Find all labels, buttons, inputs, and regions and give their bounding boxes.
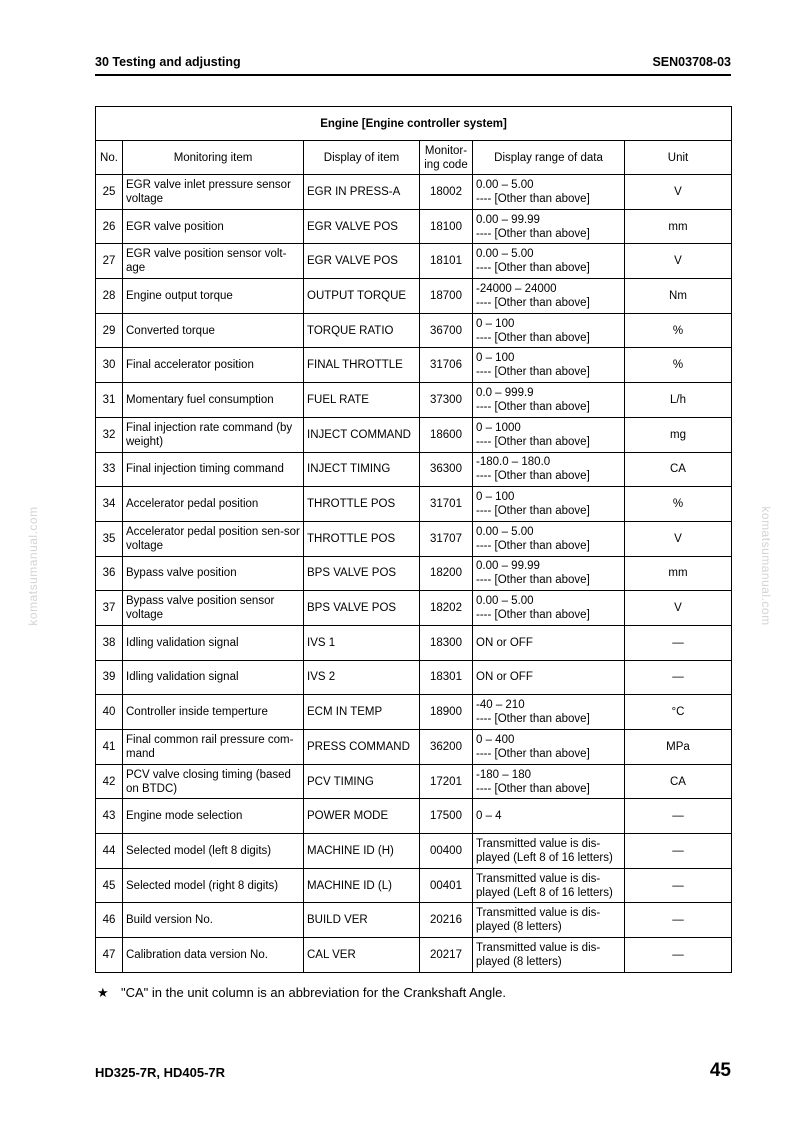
display-range [473,730,625,765]
monitoring-item: Converted torque [123,313,304,348]
monitoring-code: 00400 [420,834,473,869]
display-range-line: 0.00 – 99.99 [476,560,540,573]
display-range [473,556,625,591]
table-row [96,175,732,210]
display-range-line: -24000 – 24000 [476,282,557,295]
section-title: 30 Testing and adjusting [95,55,241,69]
table-row [96,799,732,834]
monitoring-code: 37300 [420,383,473,418]
display-range-line: ---- [Other than above] [476,400,590,413]
monitoring-item: Build version No. [123,903,304,938]
display-range [473,660,625,695]
row-number: 38 [96,625,123,660]
table-row [96,764,732,799]
display-of-item: EGR VALVE POS [304,209,420,244]
row-number: 36 [96,556,123,591]
unit: Nm [625,279,732,314]
page-header [95,52,731,76]
display-range-line: ---- [Other than above] [476,782,590,795]
display-range [473,313,625,348]
row-number: 39 [96,660,123,695]
monitoring-code: 31701 [420,487,473,522]
display-range [473,209,625,244]
column-header-code: Monitor-ing code [420,141,473,175]
table-row [96,695,732,730]
monitoring-code: 31707 [420,521,473,556]
monitoring-code: 18002 [420,175,473,210]
monitoring-item: Controller inside temperture [123,695,304,730]
display-of-item: IVS 1 [304,625,420,660]
unit: — [625,868,732,903]
monitoring-item: Idling validation signal [123,625,304,660]
row-number: 47 [96,938,123,973]
display-range-line: 0.00 – 5.00 [476,248,534,261]
display-of-item: INJECT COMMAND [304,417,420,452]
display-range [473,799,625,834]
unit: V [625,244,732,279]
monitoring-code: 17500 [420,799,473,834]
monitoring-item: Final injection rate command (by weight) [123,417,304,452]
display-of-item: INJECT TIMING [304,452,420,487]
row-number: 30 [96,348,123,383]
display-range-line: Transmitted value is dis- [476,837,601,850]
row-number: 32 [96,417,123,452]
display-of-item: EGR IN PRESS-A [304,175,420,210]
unit: — [625,903,732,938]
row-number: 43 [96,799,123,834]
monitoring-item: Accelerator pedal position [123,487,304,522]
table-row [96,417,732,452]
display-range [473,383,625,418]
table-body [96,175,732,973]
monitoring-code: 18100 [420,209,473,244]
monitoring-code: 18101 [420,244,473,279]
display-range [473,764,625,799]
table-row [96,209,732,244]
unit: — [625,660,732,695]
row-number: 26 [96,209,123,244]
display-range-line: -180.0 – 180.0 [476,456,551,469]
monitoring-item: EGR valve inlet pressure sensor voltage [123,175,304,210]
display-range-line: ---- [Other than above] [476,366,590,379]
display-of-item: FINAL THROTTLE [304,348,420,383]
table-row [96,868,732,903]
unit: — [625,938,732,973]
display-range [473,521,625,556]
star-icon: ★ [97,985,109,1000]
table-header-row [96,141,732,175]
row-number: 34 [96,487,123,522]
display-range-line: ---- [Other than above] [476,574,590,587]
unit: % [625,348,732,383]
display-of-item: CAL VER [304,938,420,973]
unit: mg [625,417,732,452]
unit: V [625,521,732,556]
unit: mm [625,209,732,244]
display-of-item: FUEL RATE [304,383,420,418]
table-row [96,244,732,279]
footnote-text: "CA" in the unit column is an abbreviation for the Crankshaft Angle. [121,985,506,1000]
unit: % [625,487,732,522]
column-header-no: No. [96,141,123,175]
display-range [473,279,625,314]
unit: — [625,834,732,869]
display-range [473,834,625,869]
watermark-right: komatsumanual.com [759,506,773,626]
column-header-item: Monitoring item [123,141,304,175]
display-range [473,487,625,522]
unit: V [625,591,732,626]
monitoring-code: 36200 [420,730,473,765]
monitoring-item: Engine output torque [123,279,304,314]
display-of-item: PRESS COMMAND [304,730,420,765]
row-number: 44 [96,834,123,869]
row-number: 31 [96,383,123,418]
unit: L/h [625,383,732,418]
display-range-line: ---- [Other than above] [476,609,590,622]
display-range-line: 0 – 4 [476,810,502,823]
display-range-line: 0.00 – 99.99 [476,213,540,226]
display-range-line: played (8 letters) [476,955,562,968]
display-range [473,868,625,903]
footnote [97,985,506,1001]
table-row [96,834,732,869]
page-number: 45 [709,1060,731,1081]
row-number: 42 [96,764,123,799]
unit: CA [625,764,732,799]
display-range-line: ---- [Other than above] [476,331,590,344]
table-row [96,383,732,418]
table-row [96,348,732,383]
display-range-line: Transmitted value is dis- [476,941,601,954]
display-range-line: ---- [Other than above] [476,505,590,518]
display-range-line: played (Left 8 of 16 letters) [476,851,613,864]
unit: CA [625,452,732,487]
display-range [473,452,625,487]
column-header-range: Display range of data [473,141,625,175]
unit: — [625,799,732,834]
unit: mm [625,556,732,591]
display-of-item: EGR VALVE POS [304,244,420,279]
display-range-line: played (Left 8 of 16 letters) [476,886,613,899]
display-range [473,903,625,938]
row-number: 27 [96,244,123,279]
display-range-line: 0 – 100 [476,491,515,504]
row-number: 41 [96,730,123,765]
monitoring-code: 20216 [420,903,473,938]
row-number: 28 [96,279,123,314]
display-range [473,591,625,626]
unit: % [625,313,732,348]
display-range [473,695,625,730]
monitoring-code: 36700 [420,313,473,348]
display-range-line: 0.00 – 5.00 [476,525,534,538]
display-range-line: ---- [Other than above] [476,227,590,240]
table-row [96,487,732,522]
column-header-unit: Unit [625,141,732,175]
table-row [96,591,732,626]
display-range-line: 0 – 100 [476,352,515,365]
display-range-line: ---- [Other than above] [476,435,590,448]
display-range [473,417,625,452]
display-of-item: BPS VALVE POS [304,556,420,591]
monitoring-code: 20217 [420,938,473,973]
watermark-left: komatsumanual.com [26,506,40,626]
table-row [96,625,732,660]
monitoring-item: Final common rail pressure com-mand [123,730,304,765]
display-range-line: Transmitted value is dis- [476,872,601,885]
monitoring-code: 31706 [420,348,473,383]
display-range-line: -40 – 210 [476,699,525,712]
unit: — [625,625,732,660]
table-row [96,938,732,973]
row-number: 25 [96,175,123,210]
display-of-item: OUTPUT TORQUE [304,279,420,314]
table-row [96,730,732,765]
display-of-item: TORQUE RATIO [304,313,420,348]
monitoring-code: 18301 [420,660,473,695]
monitoring-code: 18200 [420,556,473,591]
unit: V [625,175,732,210]
display-range-line: ---- [Other than above] [476,262,590,275]
row-number: 37 [96,591,123,626]
display-of-item: BUILD VER [304,903,420,938]
monitoring-item: EGR valve position sensor volt-age [123,244,304,279]
monitoring-item: Calibration data version No. [123,938,304,973]
monitoring-item: Selected model (right 8 digits) [123,868,304,903]
monitoring-item: Bypass valve position sensor voltage [123,591,304,626]
display-of-item: THROTTLE POS [304,487,420,522]
display-range [473,348,625,383]
monitoring-code: 17201 [420,764,473,799]
monitoring-item: PCV valve closing timing (based on BTDC) [123,764,304,799]
monitoring-table [95,106,732,973]
table-row [96,279,732,314]
monitoring-item: Selected model (left 8 digits) [123,834,304,869]
display-range-line: ---- [Other than above] [476,470,590,483]
monitoring-item: EGR valve position [123,209,304,244]
row-number: 33 [96,452,123,487]
display-range [473,175,625,210]
display-range [473,625,625,660]
display-of-item: ECM IN TEMP [304,695,420,730]
display-of-item: MACHINE ID (L) [304,868,420,903]
display-range-line: -180 – 180 [476,768,531,781]
table-row [96,903,732,938]
table-row [96,556,732,591]
column-header-display: Display of item [304,141,420,175]
monitoring-code: 18600 [420,417,473,452]
monitoring-item: Final accelerator position [123,348,304,383]
row-number: 35 [96,521,123,556]
row-number: 46 [96,903,123,938]
display-range-line: ---- [Other than above] [476,296,590,309]
display-of-item: BPS VALVE POS [304,591,420,626]
table-row [96,452,732,487]
display-range-line: 0 – 400 [476,733,515,746]
unit: MPa [625,730,732,765]
monitoring-code: 18900 [420,695,473,730]
display-range-line: played (8 letters) [476,921,562,934]
display-range-line: 0.00 – 5.00 [476,178,534,191]
monitoring-item: Engine mode selection [123,799,304,834]
monitoring-code: 18300 [420,625,473,660]
table-row [96,660,732,695]
display-of-item: IVS 2 [304,660,420,695]
monitoring-item: Accelerator pedal position sen-sor voltage [123,521,304,556]
table-title-row [96,107,732,141]
row-number: 29 [96,313,123,348]
table-row [96,521,732,556]
display-range-line: ON or OFF [476,671,533,684]
display-range-line: 0.0 – 999.9 [476,386,534,399]
display-range-line: 0.00 – 5.00 [476,595,534,608]
display-of-item: THROTTLE POS [304,521,420,556]
document-code: SEN03708-03 [652,55,731,69]
table-title: Engine [Engine controller system] [96,107,732,141]
display-range-line: ---- [Other than above] [476,539,590,552]
monitoring-code: 36300 [420,452,473,487]
display-of-item: POWER MODE [304,799,420,834]
display-range-line: ---- [Other than above] [476,713,590,726]
monitoring-item: Idling validation signal [123,660,304,695]
display-range-line: ---- [Other than above] [476,747,590,760]
unit: °C [625,695,732,730]
display-of-item: PCV TIMING [304,764,420,799]
monitoring-code: 18202 [420,591,473,626]
footer-model: HD325-7R, HD405-7R [95,1065,226,1080]
monitoring-code: 18700 [420,279,473,314]
monitoring-code: 00401 [420,868,473,903]
row-number: 45 [96,868,123,903]
monitoring-item: Final injection timing command [123,452,304,487]
display-range-line: Transmitted value is dis- [476,907,601,920]
display-range-line: ---- [Other than above] [476,192,590,205]
monitoring-item: Momentary fuel consumption [123,383,304,418]
table-row [96,313,732,348]
row-number: 40 [96,695,123,730]
display-range [473,244,625,279]
monitoring-item: Bypass valve position [123,556,304,591]
display-range-line: ON or OFF [476,636,533,649]
display-range-line: 0 – 100 [476,317,515,330]
display-of-item: MACHINE ID (H) [304,834,420,869]
display-range [473,938,625,973]
display-range-line: 0 – 1000 [476,421,521,434]
